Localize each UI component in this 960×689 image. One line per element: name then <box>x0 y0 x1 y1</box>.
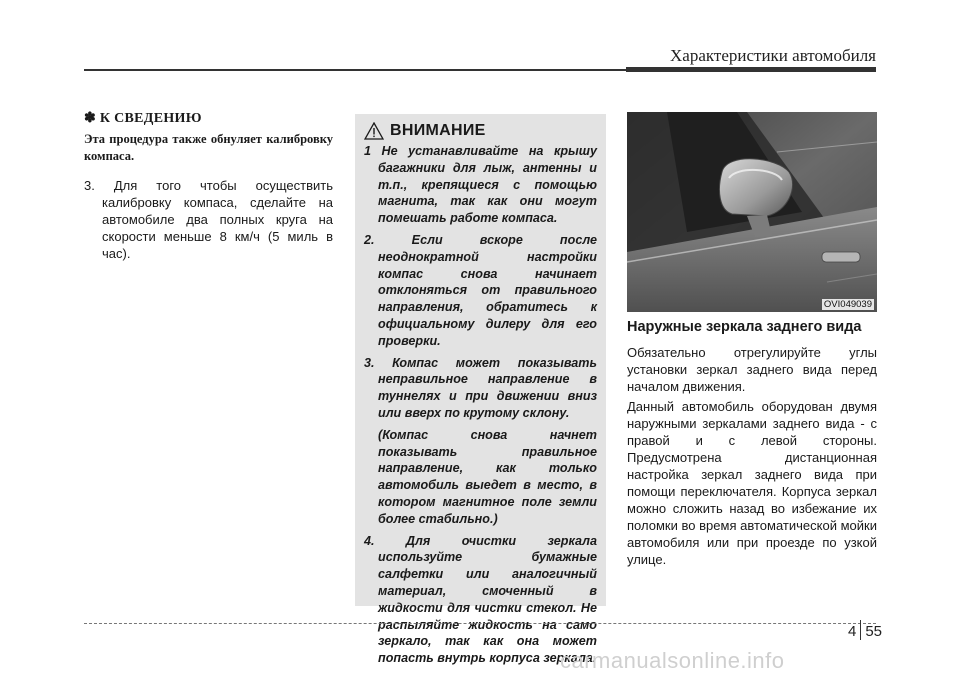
warning-item: 1 Не устанавливайте на крышу багажники для лыж, антенны и т.п., крепящиеся с помощью магнита, так как они могут помешать работе компаса. <box>364 144 597 226</box>
note-body: Эта процедура также обнуляет калибровку компаса. <box>84 132 333 163</box>
warning-triangle-icon <box>364 122 384 140</box>
left-column <box>84 110 333 262</box>
body-paragraph: Обязательно отрегулируйте углы установки зеркал заднего вида перед началом движения. <box>627 345 877 394</box>
photo-code: OVI049039 <box>823 299 872 310</box>
body-paragraph: Данный автомобиль оборудован двумя наружными зеркалами заднего вида - с правой и с левой стороны. Предусмотрена дистанционная настройка зеркал заднего вида при помощи переключателя. Корпуса зеркал можно сложить назад во избежание их поломки во время автоматической мойки автомобиля или при проезде по узкой улице. <box>627 399 877 567</box>
note-marker-icon: ✽ <box>84 111 97 126</box>
chapter-number: 4 <box>848 623 857 640</box>
header-rule-accent <box>626 67 876 72</box>
mirror-photo <box>627 112 877 312</box>
page-number-value: 55 <box>865 623 883 640</box>
right-column <box>627 112 877 571</box>
calibration-step: 3. Для того чтобы осуществить калибровку компаса, сделайте на автомобиле два полных круга на скорости меньше 8 км/ч (5 миль в час). <box>84 178 333 261</box>
car-mirror-image <box>627 112 877 312</box>
warning-title: ВНИМАНИЕ <box>390 122 486 139</box>
warning-item: 2. Если вскоре после неоднократной настройки компас снова начинает отклоняться от правильного направления, обратитесь к официальному дилеру для его проверки. <box>364 232 597 348</box>
warning-header <box>364 122 597 140</box>
header-title: Характеристики автомобиля <box>670 46 876 65</box>
warning-item-note: (Компас снова начнет показывать правильное направление, как только автомобиль выедет в место, в котором магнитное поле земли более стабильно.) <box>378 427 597 526</box>
section-title: Наружные зеркала заднего вида <box>627 319 862 335</box>
note-heading <box>84 110 333 127</box>
warning-item: 4. Для очистки зеркала используйте бумажные салфетки или аналогичный материал, смоченный в жидкости для чистки стекол. Не распыляйте жидкость на само зеркало, так как она может попасть внутрь корпуса зеркала. <box>364 533 597 666</box>
warning-box <box>355 114 606 666</box>
warning-item: 3. Компас может показывать неправильное направление в туннелях и при движении вниз или вверх по крутому склону. <box>364 355 597 420</box>
watermark: carmanualsonline.info <box>560 648 785 673</box>
footer-rule <box>84 623 876 624</box>
note-heading-text: К СВЕДЕНИЮ <box>99 111 202 126</box>
page-number <box>848 620 882 640</box>
